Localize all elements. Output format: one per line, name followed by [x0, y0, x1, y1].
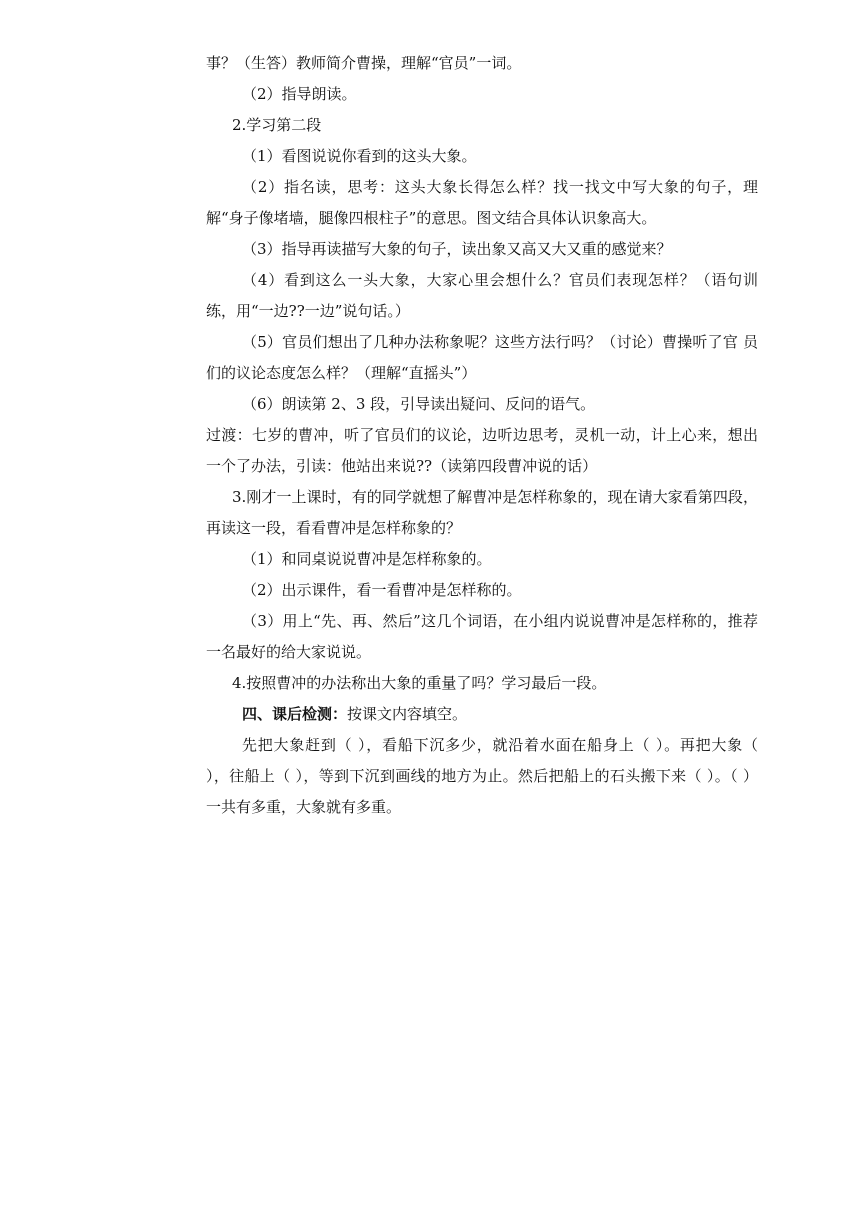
paragraph: （2）指名读，思考：这头大象长得怎么样？找一找文中写大象的句子，理解“身子像堵墙，腿像四根柱子”的意思。图文结合具体认识象高大。 — [206, 178, 758, 227]
paragraph: （5）官员们想出了几种办法称象呢？这些方法行吗？（讨论）曹操听了官 员们的议论态度怎么样？（理解“直摇头”） — [206, 333, 758, 382]
paragraph-list — [206, 48, 758, 699]
paragraph: （6）朗读第 2、3 段，引导读出疑问、反问的语气。 — [242, 395, 596, 413]
section-4-heading: 四、课后检测： — [242, 705, 348, 723]
paragraph: 3.刚才一上课时，有的同学就想了解曹冲是怎样称象的，现在请大家看第四段，再读这一段，看看曹冲是怎样称象的？ — [206, 488, 758, 537]
fill-blank-exercise: 先把大象赶到（ ），看船下沉多少，就沿着水面在船身上（ ）。再把大象（ ），往船上（ ），等到下沉到画线的地方为止。然后把船上的石头搬下来（ ）。（ ）一共有多重，大象就有多重。 — [206, 736, 758, 816]
paragraph: （3）用上“先、再、然后”这几个词语，在小组内说说曹冲是怎样称的，推荐一名最好的给大家说说。 — [206, 612, 758, 661]
section-4 — [206, 699, 758, 730]
paragraph: 2.学习第二段 — [232, 116, 322, 134]
paragraph: （4）看到这么一头大象，大家心里会想什么？官员们表现怎样？（语句训练，用“一边??一边”说句话。） — [206, 271, 758, 320]
paragraph: 4.按照曹冲的办法称出大象的重量了吗？学习最后一段。 — [232, 674, 607, 692]
paragraph: （1）看图说说你看到的这头大象。 — [242, 147, 477, 165]
paragraph: （1）和同桌说说曹冲是怎样称象的。 — [242, 550, 492, 568]
paragraph: （2）指导朗读。 — [242, 85, 357, 103]
paragraph: 事？（生答）教师简介曹操，理解“官员”一词。 — [206, 54, 522, 72]
section-4-text: 按课文内容填空。 — [347, 705, 468, 723]
paragraph: 过渡：七岁的曹冲，听了官员们的议论，边听边思考，灵机一动，计上心来，想出一个了办法，引读：他站出来说??（读第四段曹冲说的话） — [206, 426, 758, 475]
paragraph: （2）出示课件，看一看曹冲是怎样称的。 — [242, 581, 522, 599]
document-body — [206, 48, 758, 823]
paragraph: （3）指导再读描写大象的句子，读出象又高又大又重的感觉来？ — [242, 240, 672, 258]
